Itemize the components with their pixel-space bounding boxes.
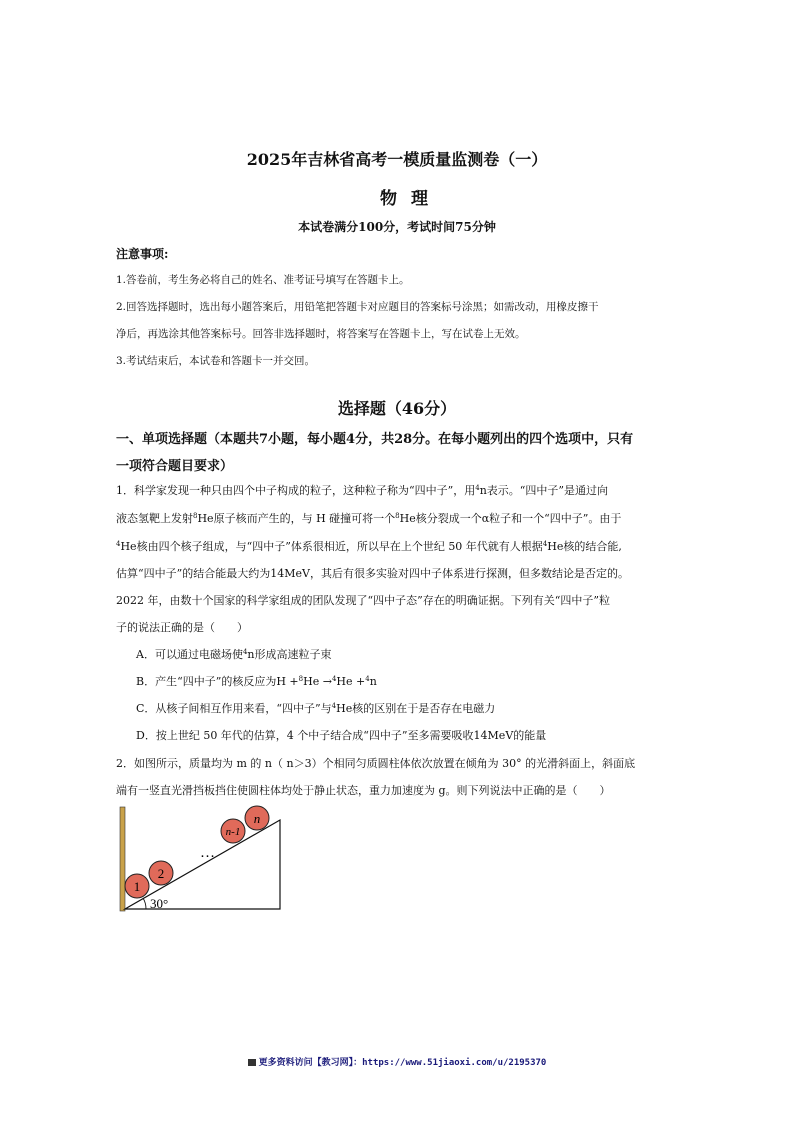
- incline-figure: [112, 805, 287, 915]
- q1-line: 子的说法正确的是（ ）: [116, 621, 248, 634]
- part-heading: 一、单项选择题（本题共7小题，每小题4分，共28分。在每小题列出的四个选项中，只有: [116, 432, 634, 447]
- angle-arc: [143, 898, 146, 909]
- q1-line: 2022 年，由数十个国家的科学家组成的团队发现了“四中子态”存在的明确证据。下列有关“四中子”粒: [116, 594, 610, 607]
- superscript: 4: [475, 484, 480, 492]
- exam-title: 2025年吉林省高考一模质量监测卷（一）: [246, 150, 548, 169]
- subject-title: 物理: [380, 189, 442, 209]
- q1-line: [116, 538, 622, 554]
- cylinder-label: 1: [133, 879, 141, 894]
- q1-line: 估算“四中子”的结合能最大约为14MeV，其后有很多实验对四中子体系进行探测，但多数结论是否定的。: [116, 567, 629, 580]
- part-heading: 一项符合题目要求）: [116, 459, 234, 474]
- superscript: 4: [116, 540, 121, 548]
- option-text: H +: [276, 675, 299, 688]
- superscript: 4: [242, 648, 248, 656]
- q1-text: He核分裂成一个α粒子和一个“四中子”。由于: [399, 512, 622, 525]
- flag-icon: [248, 1059, 256, 1066]
- notice-heading: 注意事项:: [116, 247, 169, 261]
- q1-text: He核由四个核子组成，与“四中子”体系很相近，所以早在上个世纪 50 年代就有人根据: [120, 540, 543, 553]
- cylinder-label: n: [253, 811, 261, 826]
- superscript: 8: [193, 512, 198, 520]
- baffle-plate: [120, 807, 125, 911]
- q1-text: 1．科学家发现一种只由四个中子构成的粒子，这种粒子称为“四中子”，用: [116, 484, 476, 497]
- option-text: B．产生“四中子”的核反应为: [136, 675, 277, 688]
- option-text: C．从核子间相互作用来看，“四中子”与: [136, 702, 332, 715]
- q2-line: 端有一竖直光滑挡板挡住使圆柱体均处于静止状态，重力加速度为 g。则下列说法中正确的是（ ）: [116, 784, 611, 797]
- superscript: 4: [331, 702, 337, 710]
- option-d: D．按上世纪 50 年代的估算，4 个中子结合成“四中子”至多需要吸收14MeV的能量: [136, 729, 547, 742]
- option-text: He +: [336, 675, 366, 688]
- superscript: 8: [298, 675, 304, 683]
- q1-line: [116, 510, 621, 526]
- q1-line: [116, 482, 608, 498]
- cylinder-1: [125, 874, 149, 898]
- cylinder-n: [245, 806, 269, 830]
- q1-text: He原子核而产生的，与 H 碰撞可将一个: [197, 512, 396, 525]
- superscript: 4: [365, 675, 370, 683]
- footer-link[interactable]: [0, 1055, 794, 1068]
- q1-text: n表示。“四中子”是通过向: [479, 484, 609, 497]
- option-text: n形成高速粒子束: [247, 648, 332, 661]
- footer-text[interactable]: 更多资料访问【教习网】：https://www.51jiaoxi.com/u/2195370: [258, 1058, 547, 1068]
- option-text: A．可以通过电磁场使: [136, 648, 243, 661]
- cylinder-n-minus-1: [221, 819, 245, 843]
- option-text: He →: [303, 675, 332, 688]
- cylinder-label: 2: [157, 866, 165, 881]
- option-text: He核的区别在于是否存在电磁力: [336, 702, 496, 715]
- notice-line: 2.回答选择题时，选出每小题答案后，用铅笔把答题卡对应题目的答案标号涂黑；如需改动，用橡皮擦干: [116, 301, 599, 313]
- q2-line: 2．如图所示，质量均为 m 的 n（ n＞3）个相同匀质圆柱体依次放置在倾角为 30° 的光滑斜面上，斜面底: [116, 757, 636, 770]
- option-b: [136, 673, 377, 689]
- option-text: n: [369, 675, 377, 688]
- superscript: 8: [395, 512, 400, 520]
- superscript: 4: [542, 540, 548, 548]
- option-a: [136, 646, 332, 662]
- notice-line: 1.答卷前，考生务必将自己的姓名、准考证号填写在答题卡上。: [116, 274, 410, 286]
- q1-text: He核的结合能,: [547, 540, 622, 553]
- section-title: 选择题（46分）: [337, 399, 457, 418]
- option-c: [136, 700, 495, 716]
- notice-line: 3.考试结束后，本试卷和答题卡一并交回。: [116, 355, 316, 367]
- notice-line: 净后，再选涂其他答案标号。回答非选择题时，将答案写在答题卡上，写在试卷上无效。: [116, 328, 526, 340]
- q1-text: 液态氢靶上发射: [116, 512, 193, 525]
- incline-slope: [125, 820, 280, 909]
- superscript: 4: [331, 675, 337, 683]
- cylinder-2: [149, 861, 173, 885]
- exam-subtitle: 本试卷满分100分，考试时间75分钟: [298, 220, 496, 234]
- angle-label: 30°: [150, 896, 169, 911]
- cylinder-label: n-1: [225, 826, 241, 838]
- ellipsis: …: [200, 845, 215, 861]
